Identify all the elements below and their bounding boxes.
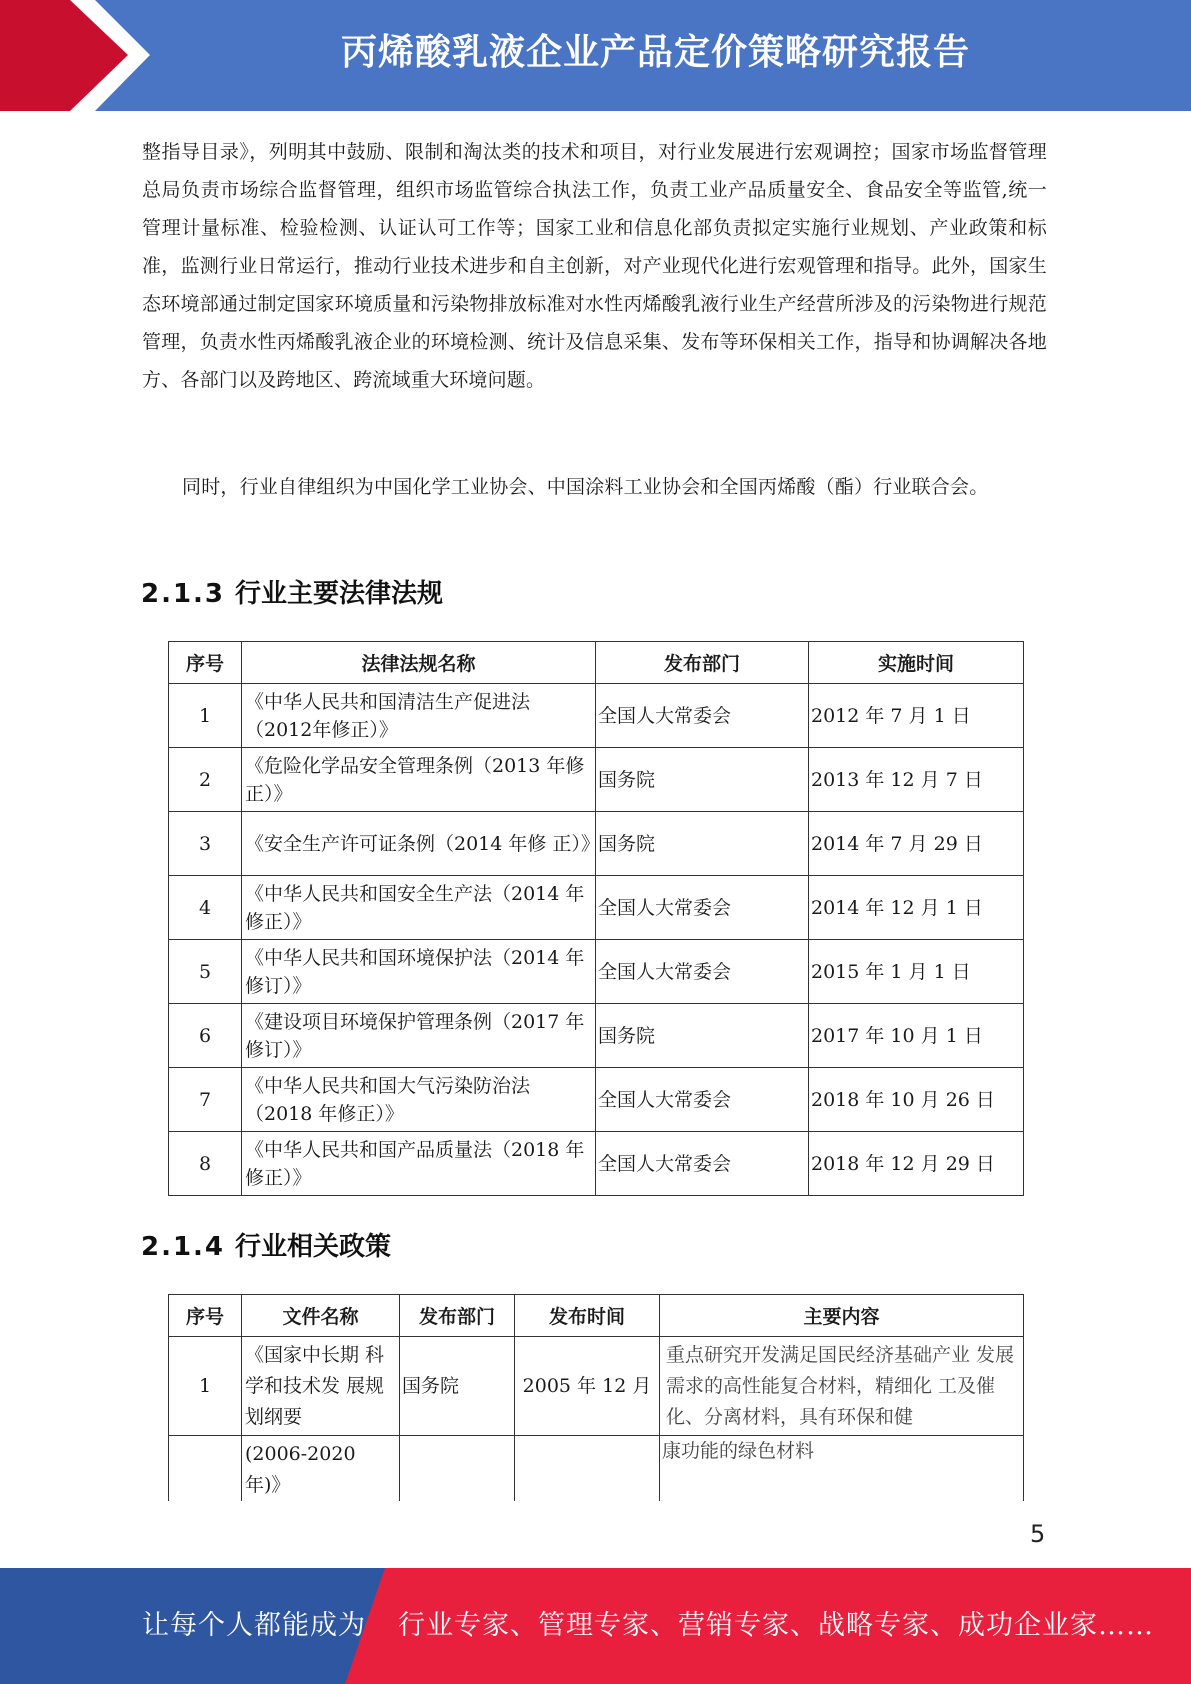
row-number: 6	[169, 1004, 242, 1068]
footer-slogan-left: 让每个人都能成为	[142, 1610, 366, 1641]
issuing-department: 全国人大常委会	[596, 876, 809, 940]
column-header: 实施时间	[809, 642, 1024, 684]
table-row	[169, 748, 1024, 812]
issuing-department: 全国人大常委会	[596, 940, 809, 1004]
laws-table	[168, 641, 1024, 1196]
law-name: 《建设项目环境保护管理条例（2017 年修订）》	[242, 1004, 596, 1068]
table-row-continued	[169, 1436, 1024, 1502]
report-title: 丙烯酸乳液企业产品定价策略研究报告	[340, 32, 970, 73]
issue-date: 2005 年 12 月	[515, 1337, 660, 1436]
effective-date: 2018 年 12 月 29 日	[809, 1132, 1024, 1196]
law-name: 《安全生产许可证条例（2014 年修 正）》	[242, 812, 596, 876]
issuing-department: 国务院	[596, 748, 809, 812]
law-name: 《中华人民共和国环境保护法（2014 年修订）》	[242, 940, 596, 1004]
row-number: 1	[169, 1337, 242, 1436]
law-name: 《中华人民共和国产品质量法（2018 年修正）》	[242, 1132, 596, 1196]
header-arrow-icon	[0, 0, 160, 111]
issuing-department: 全国人大常委会	[596, 1068, 809, 1132]
table-header-row	[169, 1295, 1024, 1337]
main-content: 重点研究开发满足国民经济基础产业 发展需求的高性能复合材料，精细化 工及催化、分离材料，具有环保和健	[660, 1337, 1024, 1436]
row-number: 1	[169, 684, 242, 748]
effective-date: 2018 年 10 月 26 日	[809, 1068, 1024, 1132]
table-row	[169, 1004, 1024, 1068]
effective-date: 2012 年 7 月 1 日	[809, 684, 1024, 748]
row-number: 5	[169, 940, 242, 1004]
department-empty	[400, 1436, 515, 1502]
issuing-department: 全国人大常委会	[596, 684, 809, 748]
body-paragraph: 整指导目录》，列明其中鼓励、限制和淘汰类的技术和项目，对行业发展进行宏观调控；国家市场监督管理总局负责市场综合监督管理，组织市场监管综合执法工作，负责工业产品质量安全、食品安全等监管,统一管理计量标准、检验检测、认证认可工作等；国家工业和信息化部负责拟定实施行业规划、产业政策和标准，监测行业日常运行，推动行业技术进步和自主创新，对产业现代化进行宏观管理和指导。此外，国家生态环境部通过制定国家环境质量和污染物排放标准对水性丙烯酸乳液行业生产经营所涉及的污染物进行规范管理，负责水性丙烯酸乳液企业的环境检测、统计及信息采集、发布等环保相关工作，指导和协调解决各地方、各部门以及跨地区、跨流域重大环境问题。	[142, 141, 1047, 391]
column-header: 序号	[169, 1295, 242, 1337]
issuing-department: 国务院	[596, 1004, 809, 1068]
effective-date: 2013 年 12 月 7 日	[809, 748, 1024, 812]
law-name: 《危险化学品安全管理条例（2013 年修正）》	[242, 748, 596, 812]
page-number: 5	[1030, 1520, 1046, 1548]
table-row	[169, 876, 1024, 940]
section-heading-2-1-4	[141, 1226, 391, 1263]
policies-table	[168, 1294, 1024, 1501]
column-header: 发布部门	[596, 642, 809, 684]
section-heading-2-1-3	[141, 573, 443, 610]
column-header: 序号	[169, 642, 242, 684]
row-number: 2	[169, 748, 242, 812]
footer-slogan-right: 行业专家、管理专家、营销专家、战略专家、成功企业家……	[398, 1610, 1154, 1641]
header-banner	[0, 0, 1191, 111]
issuing-department: 全国人大常委会	[596, 1132, 809, 1196]
row-number: 8	[169, 1132, 242, 1196]
table-row	[169, 684, 1024, 748]
issuing-department: 国务院	[400, 1337, 515, 1436]
effective-date: 2015 年 1 月 1 日	[809, 940, 1024, 1004]
section-number: 2.1.3	[141, 579, 226, 609]
row-number: 7	[169, 1068, 242, 1132]
effective-date: 2017 年 10 月 1 日	[809, 1004, 1024, 1068]
table-row	[169, 1132, 1024, 1196]
column-header: 法律法规名称	[242, 642, 596, 684]
main-content-continued: 康功能的绿色材料	[660, 1436, 1024, 1502]
section-number: 2.1.4	[141, 1232, 226, 1262]
row-number: 4	[169, 876, 242, 940]
document-name-continued: (2006-2020 年)》	[242, 1436, 400, 1502]
section-title: 行业相关政策	[235, 1232, 392, 1262]
table-header-row	[169, 642, 1024, 684]
effective-date: 2014 年 12 月 1 日	[809, 876, 1024, 940]
row-number-empty	[169, 1436, 242, 1502]
column-header: 文件名称	[242, 1295, 400, 1337]
law-name: 《中华人民共和国清洁生产促进法（2012年修正）》	[242, 684, 596, 748]
footer-banner	[0, 1568, 1191, 1684]
document-name: 《国家中长期 科学和技术发 展规划纲要	[242, 1337, 400, 1436]
law-name: 《中华人民共和国大气污染防治法（2018 年修正）》	[242, 1068, 596, 1132]
table-row	[169, 812, 1024, 876]
issuing-department: 国务院	[596, 812, 809, 876]
column-header: 发布时间	[515, 1295, 660, 1337]
law-name: 《中华人民共和国安全生产法（2014 年修正）》	[242, 876, 596, 940]
section-title: 行业主要法律法规	[235, 579, 444, 609]
row-number: 3	[169, 812, 242, 876]
date-empty	[515, 1436, 660, 1502]
table-row	[169, 940, 1024, 1004]
effective-date: 2014 年 7 月 29 日	[809, 812, 1024, 876]
body-paragraph: 同时，行业自律组织为中国化学工业协会、中国涂料工业协会和全国丙烯酸（酯）行业联合会。	[182, 476, 989, 498]
column-header: 发布部门	[400, 1295, 515, 1337]
table-row	[169, 1337, 1024, 1436]
table-row	[169, 1068, 1024, 1132]
column-header: 主要内容	[660, 1295, 1024, 1337]
